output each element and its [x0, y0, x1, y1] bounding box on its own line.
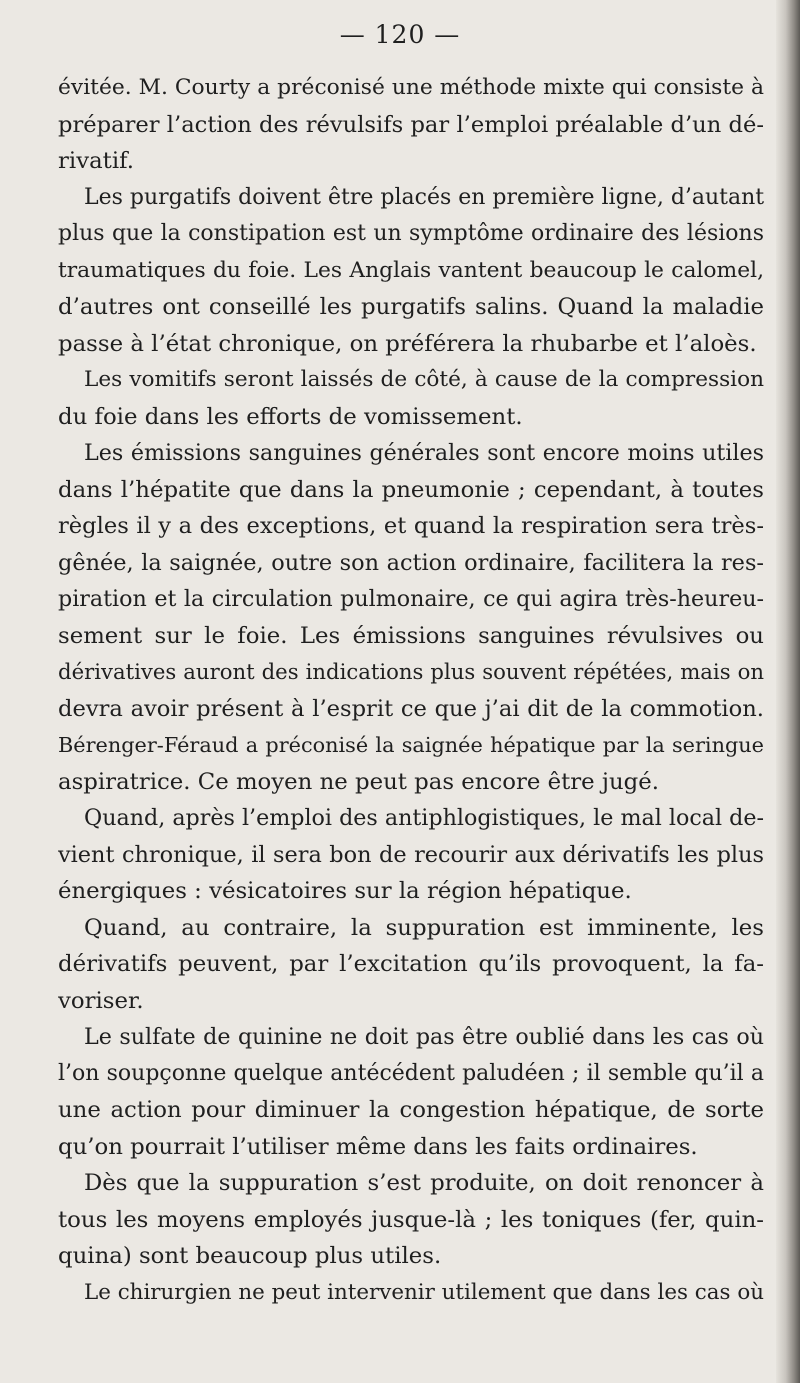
text-line: vient chronique, il sera bon de recourir aux dérivatifs les plus	[58, 841, 764, 868]
text-line: l’on soupçonne quelque antécédent paludéen ; il semble qu’il a	[58, 1060, 764, 1086]
text-line: traumatiques du foie. Les Anglais vantent beaucoup le calomel,	[58, 257, 764, 283]
page-edge-shadow	[776, 0, 800, 1383]
page-number: — 120 —	[339, 20, 461, 49]
text-line: Les purgatifs doivent être placés en première ligne, d’autant	[84, 184, 764, 210]
text-line: Quand, après l’emploi des antiphlogistiques, le mal local de-	[84, 805, 764, 831]
text-line: une action pour diminuer la congestion hépatique, de sorte	[58, 1097, 764, 1123]
text-line: passe à l’état chronique, on préférera la rhubarbe et l’aloès.	[58, 330, 757, 357]
text-line: dérivatives auront des indications plus souvent répétées, mais on	[58, 659, 764, 684]
body-text	[58, 70, 764, 1311]
text-line: Le sulfate de quinine ne doit pas être oublié dans les cas où	[84, 1024, 764, 1050]
text-line: qu’on pourrait l’utiliser même dans les faits ordinaires.	[58, 1133, 698, 1160]
text-line: dans l’hépatite que dans la pneumonie ; cependant, à toutes	[58, 476, 764, 503]
text-line: tous les moyens employés jusque-là ; les toniques (fer, quin-	[58, 1206, 764, 1233]
text-line: dérivatifs peuvent, par l’excitation qu’ils provoquent, la fa-	[58, 951, 764, 977]
text-line: énergiques : vésicatoires sur la région hépatique.	[58, 878, 632, 904]
text-line: Quand, au contraire, la suppuration est imminente, les	[84, 914, 764, 941]
text-line: du foie dans les efforts de vomissement.	[58, 403, 523, 430]
text-line: devra avoir présent à l’esprit ce que j’ai dit de la commotion.	[58, 695, 764, 722]
text-line: plus que la constipation est un symptôme ordinaire des lésions	[58, 221, 764, 246]
text-line: Les émissions sanguines générales sont encore moins utiles	[84, 440, 764, 466]
text-line: d’autres ont conseillé les purgatifs salins. Quand la maladie	[58, 294, 764, 320]
text-line: aspiratrice. Ce moyen ne peut pas encore être jugé.	[58, 768, 659, 795]
text-line: sement sur le foie. Les émissions sanguines révulsives ou	[58, 622, 764, 649]
text-line: règles il y a des exceptions, et quand la respiration sera très-	[58, 513, 764, 539]
text-line: évitée. M. Courty a préconisé une méthode mixte qui consiste à	[58, 75, 764, 100]
text-line: Bérenger-Féraud a préconisé la saignée hépatique par la seringue	[58, 733, 764, 757]
text-line: Les vomitifs seront laissés de côté, à cause de la compression	[84, 367, 764, 392]
text-line: rivatif.	[58, 148, 134, 174]
text-line: Le chirurgien ne peut intervenir utilement que dans les cas où	[84, 1279, 764, 1305]
text-line: quina) sont beaucoup plus utiles.	[58, 1243, 442, 1269]
text-line: gênée, la saignée, outre son action ordinaire, facilitera la res-	[58, 549, 764, 576]
text-line: piration et la circulation pulmonaire, ce qui agira très-heureu-	[58, 586, 764, 612]
text-line: voriser.	[58, 987, 144, 1014]
text-line: Dès que la suppuration s’est produite, on doit renoncer à	[84, 1170, 764, 1196]
text-line: préparer l’action des révulsifs par l’emploi préalable d’un dé-	[58, 111, 764, 138]
